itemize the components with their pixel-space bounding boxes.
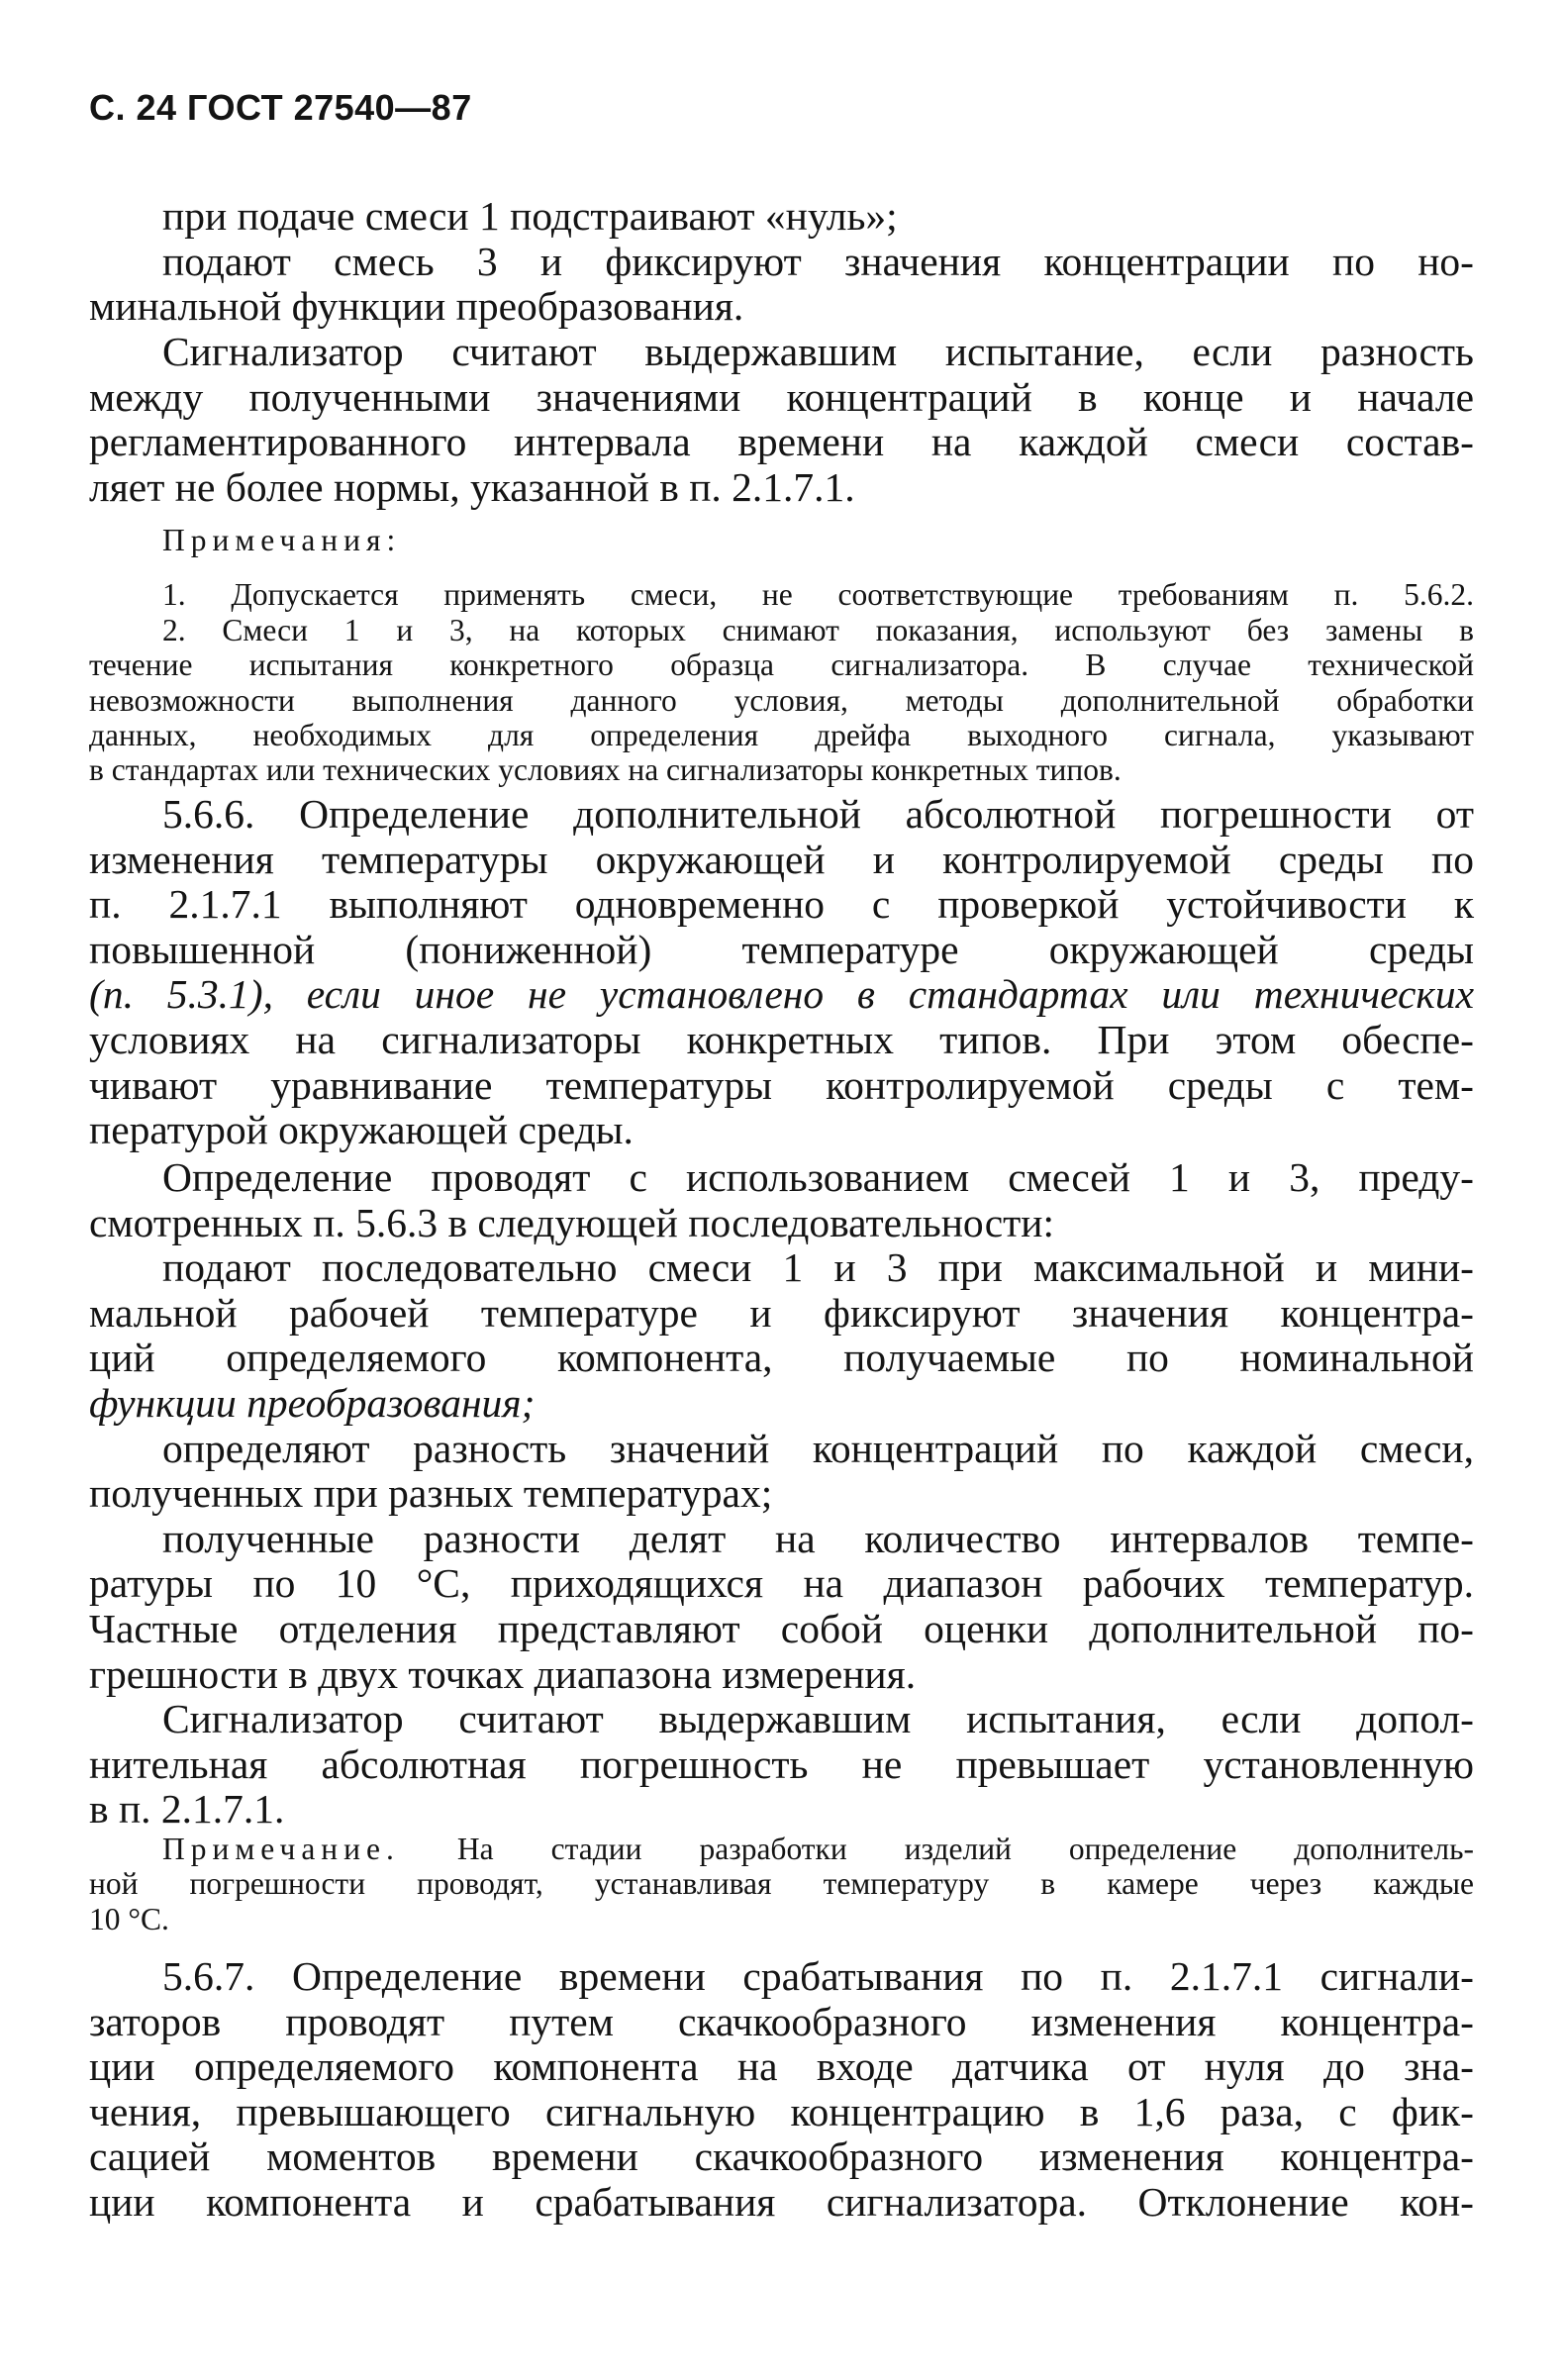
text-line: подают последовательно смеси 1 и 3 при максимальной и мини-	[162, 1244, 1474, 1291]
text-line: функции преобразования;	[89, 1379, 536, 1426]
note-line: невозможности выполнения данного условия, методы дополнительной обработки	[89, 682, 1474, 718]
note-line: 2. Смеси 1 и 3, на которых снимают показания, используют без замены в	[162, 612, 1474, 647]
notes-title: Примечания:	[162, 523, 402, 557]
text-line: заторов проводят путем скачкообразного изменения концентра-	[89, 1998, 1474, 2044]
note-block	[89, 1832, 1474, 1936]
text-line: минальной функции преобразования.	[89, 283, 744, 330]
note-text: На стадии разработки изделий определение дополнитель-	[456, 1832, 1474, 1866]
text-line: сацией моментов времени скачкообразного изменения концентра-	[89, 2133, 1474, 2180]
text-line: 5.6.7. Определение времени срабатывания по п. 2.1.7.1 сигнали-	[162, 1953, 1474, 1999]
text-line: регламентированного интервала времени на каждой смеси состав-	[89, 419, 1474, 465]
notes-block	[89, 523, 1474, 788]
text-line: ций определяемого компонента, получаемые по номинальной	[89, 1335, 1474, 1381]
text-line: смотренных п. 5.6.3 в следующей последовательности:	[89, 1199, 1054, 1245]
text-line: 5.6.6. Определение дополнительной абсолютной погрешности от	[162, 791, 1474, 837]
text-line: Определение проводят с использованием смесей 1 и 3, преду-	[162, 1154, 1474, 1200]
text-line: чивают уравнивание температуры контролируемой среды с тем-	[89, 1061, 1474, 1108]
text-line: при подаче смеси 1 подстраивают «нуль»;	[162, 193, 898, 239]
text-line: нительная абсолютная погрешность не превышает установленную	[89, 1740, 1474, 1787]
note-title: Примечание.	[162, 1832, 400, 1866]
text-line: повышенной (пониженной) температуре окружающей среды	[89, 926, 1474, 972]
text-line: ратуры по 10 °С, приходящихся на диапазон рабочих температур.	[89, 1560, 1474, 1607]
text-line: определяют разность значений концентраций по каждой смеси,	[162, 1425, 1474, 1471]
text-line: Сигнализатор считают выдержавшим испытания, если допол-	[162, 1696, 1474, 1742]
note-line: в стандартах или технических условиях на сигнализаторы конкретных типов.	[89, 752, 1122, 788]
procedure-block	[89, 1154, 1474, 1833]
text-line: ции определяемого компонента на входе датчика от нуля до зна-	[89, 2043, 1474, 2090]
text-line: полученные разности делят на количество интервалов темпе-	[162, 1515, 1474, 1561]
note-line: 10 °С.	[89, 1901, 169, 1936]
text-line: п. 2.1.7.1 выполняют одновременно с проверкой устойчивости к	[89, 881, 1474, 928]
text-line: ляет не более нормы, указанной в п. 2.1.7.1.	[89, 463, 855, 510]
text-line-italic: (п. 5.3.1), если иное не установлено в стандартах или технических	[89, 971, 1474, 1018]
text-line: изменения температуры окружающей и контролируемой среды по	[89, 836, 1474, 882]
text-line: условиях на сигнализаторы конкретных типов. При этом обеспе-	[89, 1016, 1474, 1062]
text-line: Сигнализатор считают выдержавшим испытание, если разность	[162, 329, 1474, 374]
note-line: ной погрешности проводят, устанавливая температуру в камере через каждые	[89, 1866, 1474, 1902]
running-head: С. 24 ГОСТ 27540—87	[89, 87, 472, 128]
text-line: подают смесь 3 и фиксируют значения концентрации по но-	[162, 238, 1474, 284]
text-line: грешности в двух точках диапазона измерения.	[89, 1650, 917, 1697]
text-line: полученных при разных температурах;	[89, 1470, 773, 1517]
paragraph-zero-adjust	[89, 193, 1474, 330]
text-line: между полученными значениями концентраций в конце и начале	[89, 373, 1474, 420]
text-line: чения, превышающего сигнальную концентрацию в 1,6 раза, с фик-	[89, 2088, 1474, 2134]
text-line: пературой окружающей среды.	[89, 1107, 634, 1153]
note-line: течение испытания конкретного образца сигнализатора. В случае технической	[89, 647, 1474, 683]
note-line: 1. Допускается применять смеси, не соответствующие требованиям п. 5.6.2.	[162, 577, 1474, 613]
text-line: мальной рабочей температуре и фиксируют значения концентра-	[89, 1289, 1474, 1336]
paragraph-pass-criterion	[89, 329, 1474, 510]
section-5-6-6	[89, 791, 1474, 1153]
note-line	[162, 1832, 1474, 1866]
note-line: данных, необходимых для определения дрейфа выходного сигнала, указывают	[89, 718, 1474, 753]
text-line: в п. 2.1.7.1.	[89, 1786, 285, 1833]
text-line: ции компонента и срабатывания сигнализатора. Отклонение кон-	[89, 2178, 1474, 2225]
section-5-6-7	[89, 1953, 1474, 2226]
text-line: Частные отделения представляют собой оценки дополнительной по-	[89, 1605, 1474, 1651]
